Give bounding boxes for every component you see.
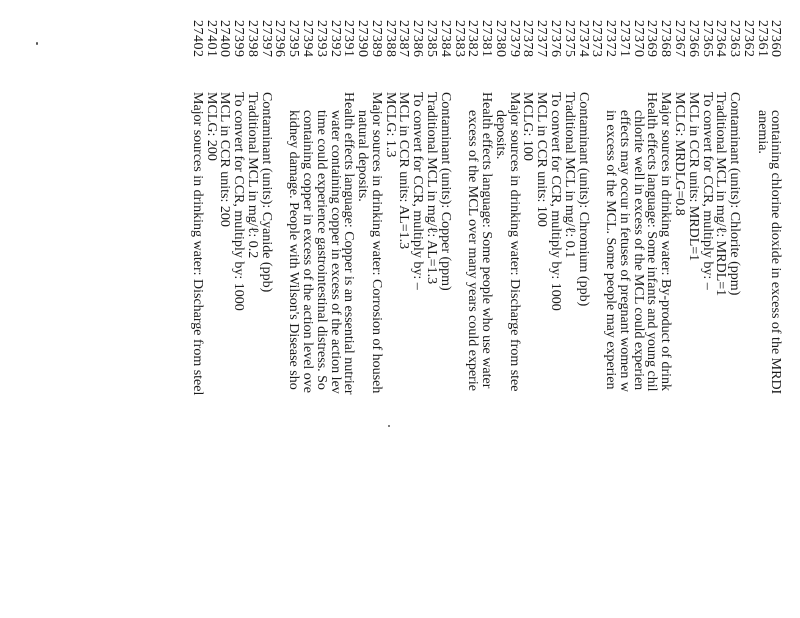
line-text: Traditional MCL in mg/ℓ: AL=1.3 xyxy=(424,92,439,285)
line-text: Contaminant (units): Chromium (ppb) xyxy=(575,92,591,307)
line-text: MCL in CCR units: 200 xyxy=(217,92,233,227)
line-text: To convert for CCR, multiply by: 1000 xyxy=(548,92,564,311)
line-number: 27370 xyxy=(630,20,646,58)
line-number: 27386 xyxy=(410,20,426,58)
line-number: 27362 xyxy=(740,20,756,58)
line-number: 27373 xyxy=(589,20,605,58)
line-text: Contaminant (units): Chlorite (ppm) xyxy=(727,92,743,296)
line-text: To convert for CCR, multiply by: – xyxy=(699,92,715,290)
line-number: 27398 xyxy=(244,20,260,58)
line-text: MCL in CCR units: 100 xyxy=(534,92,550,227)
line-number: 27365 xyxy=(699,20,715,58)
line-text: kidney damage. People with Wilson's Disease sho xyxy=(286,110,302,390)
line-text: containing copper in excess of the action level ove xyxy=(299,110,315,394)
line-number: 27376 xyxy=(548,20,564,58)
line-number: 27367 xyxy=(672,20,688,58)
line-text: Contaminant (units): Copper (ppm) xyxy=(437,92,453,291)
line-text: Health effects language: Some infants and young chil xyxy=(644,92,660,392)
line-text: deposits. xyxy=(492,110,508,160)
line-text: time could experience gastrointestinal distress. So xyxy=(313,110,329,390)
line-number: 27391 xyxy=(341,20,357,58)
line-text: MCLG: 200 xyxy=(203,92,219,161)
line-text: anemia. xyxy=(754,110,770,154)
line-text: excess of the MCL over many years could experie xyxy=(465,110,481,391)
line-number: 27368 xyxy=(658,20,674,58)
line-text: MCLG: 100 xyxy=(520,92,536,161)
line-text: containing chlorine dioxide in excess of the MRDI xyxy=(768,110,784,395)
line-text: Health effects language: Copper is an essential nutrier xyxy=(341,92,357,395)
line-text: chlorite well in excess of the MCL could experien xyxy=(630,110,646,391)
line-text: MCL in CCR units: AL=1.3 xyxy=(396,92,412,250)
line-text: effects may occur in fetuses of pregnant women w xyxy=(616,110,632,392)
line-text: To convert for CCR, multiply by: – xyxy=(410,92,426,290)
line-number: 27392 xyxy=(327,20,343,58)
line-number: 27394 xyxy=(299,20,315,58)
scan-speck xyxy=(388,425,390,427)
line-number: 27393 xyxy=(313,20,329,58)
line-number: 27369 xyxy=(644,20,660,58)
line-text: Major sources in drinking water: Discharge from stee xyxy=(506,92,522,392)
line-number: 27364 xyxy=(713,20,729,58)
line-number: 27383 xyxy=(451,20,467,58)
line-number: 27397 xyxy=(258,20,274,58)
line-number: 27385 xyxy=(424,20,439,58)
line-text: Traditional MCL in mg/ℓ: MRDL=1 xyxy=(713,92,729,297)
line-number: 27396 xyxy=(272,20,288,58)
line-number: 27379 xyxy=(506,20,522,58)
line-text: Major sources in drinking water: Corrosion of househ xyxy=(368,92,384,394)
line-number: 27381 xyxy=(479,20,495,58)
line-text: Contaminant (units): Cyanide (ppb) xyxy=(258,92,274,293)
line-number: 27374 xyxy=(575,20,591,58)
line-number: 27378 xyxy=(520,20,536,58)
line-text: Health effects language: Some people who use water xyxy=(479,92,495,389)
line-number: 27372 xyxy=(603,20,619,58)
line-text: To convert for CCR, multiply by: 1000 xyxy=(231,92,247,311)
line-number: 27400 xyxy=(217,20,233,58)
line-text: MCL in CCR units: MRDL=1 xyxy=(685,92,701,262)
line-number: 27389 xyxy=(368,20,384,58)
line-number: 27395 xyxy=(286,20,302,58)
line-number: 27361 xyxy=(754,20,770,58)
line-number: 27388 xyxy=(382,20,398,58)
line-number: 27363 xyxy=(727,20,743,58)
line-text: water containing copper in excess of the action lev xyxy=(327,110,343,394)
line-number: 27399 xyxy=(231,20,247,58)
line-number: 27402 xyxy=(189,20,205,58)
line-number: 27377 xyxy=(534,20,550,58)
line-text: in excess of the MCL. Some people may experien xyxy=(603,110,619,390)
line-text: MCLG: MRDLG=0.8 xyxy=(672,92,688,216)
line-number: 27371 xyxy=(616,20,632,58)
line-text: Traditional MCL in mg/ℓ: 0.1 xyxy=(561,92,577,259)
scan-speck xyxy=(36,42,38,45)
line-text: MCLG: 1.3 xyxy=(382,92,398,158)
line-number: 27401 xyxy=(203,20,219,58)
line-number: 27382 xyxy=(465,20,481,58)
line-number: 27380 xyxy=(492,20,508,58)
line-text: Major sources in drinking water: By-product of drink xyxy=(658,92,674,391)
line-number: 27360 xyxy=(768,20,784,58)
line-number: 27375 xyxy=(561,20,577,58)
line-text: natural deposits. xyxy=(355,110,371,202)
line-number: 27387 xyxy=(396,20,412,58)
line-number: 27366 xyxy=(685,20,701,58)
line-number: 27390 xyxy=(355,20,371,58)
line-number: 27384 xyxy=(437,20,453,58)
line-text: Traditional MCL in mg/ℓ: 0.2 xyxy=(244,92,260,259)
line-text: Major sources in drinking water: Discharge from steel xyxy=(189,92,205,396)
